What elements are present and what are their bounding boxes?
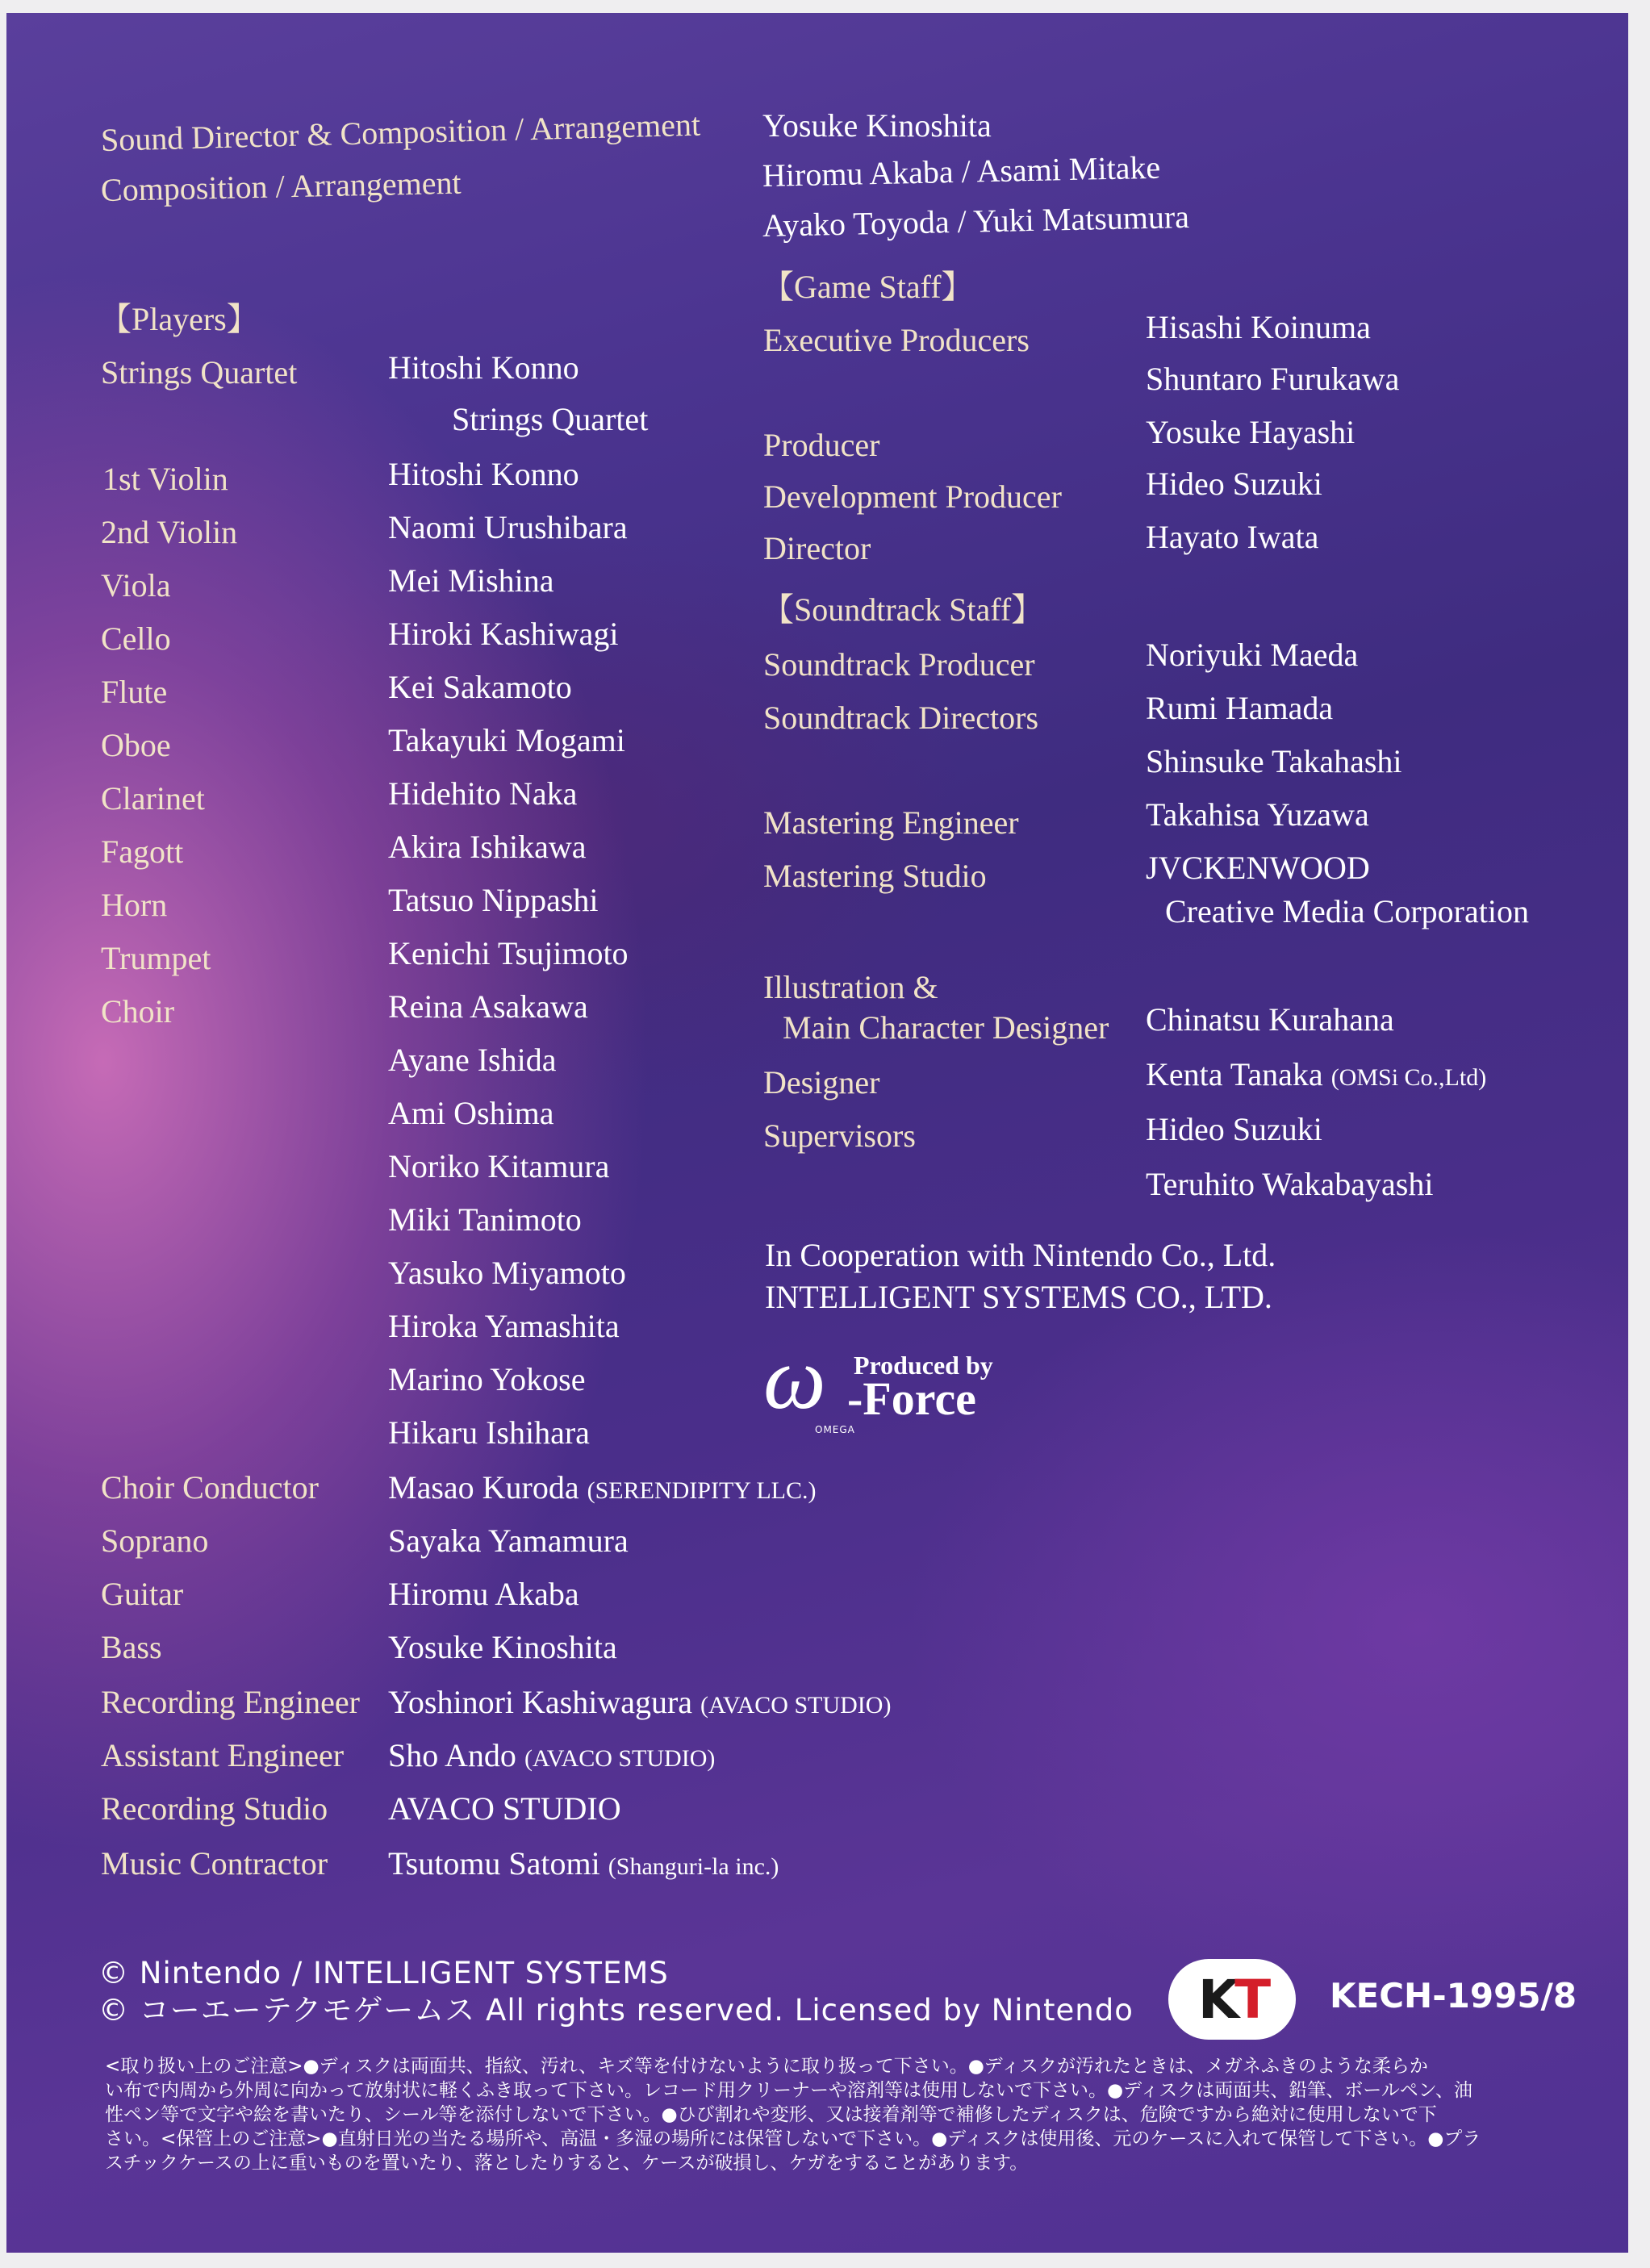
copyright-line-2: © コーエーテクモゲームス All rights reserved. Licensed by Nintendo: [98, 1993, 1134, 2028]
role-sound-director: Sound Director & Composition / Arrangement: [100, 106, 701, 158]
role-director: Director: [763, 530, 871, 566]
role-2nd-violin: 2nd Violin: [101, 514, 238, 550]
name-oboe: Takayuki Mogami: [388, 722, 625, 758]
notice-line-2: い布で内周から外周に向かって放射状に軽くふき取って下さい。レコード用クリーナーや溶剤等は使用しないで下さい。●ディスクは両面共、鉛筆、ボールペン、油: [105, 2080, 1472, 2101]
name-choir-conductor: Masao Kuroda (SERENDIPITY LLC.): [388, 1469, 817, 1506]
name-recording-engineer: Yoshinori Kashiwagura (AVACO STUDIO): [388, 1684, 892, 1720]
copyright-line-1: © Nintendo / INTELLIGENT SYSTEMS: [98, 1956, 669, 1990]
name-choir-6: Yasuko Miyamoto: [388, 1255, 626, 1291]
name-development-producer: Hayato Iwata: [1146, 519, 1319, 555]
note-recording-engineer: (AVACO STUDIO): [700, 1692, 892, 1719]
soundtrack-staff-heading: 【Soundtrack Staff】: [762, 591, 1044, 628]
cooperation-line-2: INTELLIGENT SYSTEMS CO., LTD.: [765, 1279, 1272, 1315]
name-supervisor-1: Hideo Suzuki: [1146, 1111, 1322, 1147]
name-horn: Tatsuo Nippashi: [388, 882, 599, 918]
name-choir-4: Noriko Kitamura: [388, 1148, 610, 1184]
role-composition: Composition / Arrangement: [100, 164, 462, 208]
role-viola: Viola: [101, 567, 171, 604]
name-soundtrack-director-3: Takahisa Yuzawa: [1146, 796, 1369, 833]
role-strings-quartet: Strings Quartet: [101, 354, 298, 391]
name-choir-2: Ayane Ishida: [388, 1042, 557, 1078]
name-soundtrack-director-2: Shinsuke Takahashi: [1146, 743, 1402, 779]
name-composers-2: Ayako Toyoda / Yuki Matsumura: [762, 198, 1190, 244]
role-choir: Choir: [101, 993, 175, 1030]
cooperation-line-1: In Cooperation with Nintendo Co., Ltd.: [765, 1237, 1276, 1273]
notice-line-5: スチックケースの上に重いものを置いたり、落としたりすると、ケースが破損し、ケガをすることがあります。: [105, 2153, 1029, 2174]
name-illustration: Chinatsu Kurahana: [1146, 1001, 1394, 1038]
game-staff-heading: 【Game Staff】: [762, 269, 974, 305]
name-bass: Yosuke Kinoshita: [388, 1629, 617, 1665]
role-horn: Horn: [101, 887, 168, 923]
role-soundtrack-directors: Soundtrack Directors: [763, 700, 1039, 736]
name-choir-8: Marino Yokose: [388, 1361, 586, 1397]
role-clarinet: Clarinet: [101, 780, 205, 817]
name-supervisor-2: Teruhito Wakabayashi: [1146, 1166, 1434, 1202]
role-development-producer: Development Producer: [763, 478, 1062, 515]
role-illustration-1: Illustration &: [763, 969, 938, 1005]
name-mastering-studio-1: JVCKENWOOD: [1146, 850, 1370, 886]
name-mastering-studio-2: Creative Media Corporation: [1165, 893, 1529, 929]
note-designer: (OMSi Co.,Ltd): [1330, 1064, 1487, 1091]
name-soprano: Sayaka Yamamura: [388, 1522, 629, 1559]
name-recording-studio: AVACO STUDIO: [388, 1790, 621, 1827]
logo-omega-sub: OMEGA: [815, 1424, 855, 1435]
name-exec-producer-3: Yosuke Hayashi: [1146, 414, 1356, 450]
name-trumpet: Kenichi Tsujimoto: [388, 935, 629, 971]
role-designer: Designer: [763, 1064, 880, 1101]
role-trumpet: Trumpet: [101, 940, 211, 976]
name-1st-violin: Hitoshi Konno: [388, 456, 579, 492]
role-soprano: Soprano: [101, 1522, 209, 1559]
name-sound-director: Yosuke Kinoshita: [762, 107, 992, 144]
booklet-page: [6, 13, 1628, 2253]
name-composers-1: Hiromu Akaba / Asami Mitake: [762, 148, 1161, 194]
role-recording-engineer: Recording Engineer: [101, 1684, 360, 1720]
role-supervisors: Supervisors: [763, 1117, 916, 1154]
role-music-contractor: Music Contractor: [101, 1845, 328, 1882]
role-guitar: Guitar: [101, 1576, 184, 1612]
name-fagott: Akira Ishikawa: [388, 829, 587, 865]
name-viola: Mei Mishina: [388, 562, 554, 599]
name-soundtrack-director-1: Rumi Hamada: [1146, 690, 1334, 726]
role-1st-violin: 1st Violin: [102, 461, 228, 497]
role-oboe: Oboe: [101, 727, 171, 763]
catalog-number: KECH-1995/8: [1330, 1976, 1577, 2015]
role-bass: Bass: [101, 1629, 162, 1665]
notice-line-1: <取り扱い上のご注意>●ディスクは両面共、指紋、汚れ、キズ等を付けないように取り扱って下さい。●ディスクが汚れたときは、メガネふきのような柔らか: [105, 2056, 1428, 2077]
name-choir-1: Reina Asakawa: [388, 988, 588, 1025]
note-choir-conductor: (SERENDIPITY LLC.): [587, 1477, 817, 1504]
name-choir-5: Miki Tanimoto: [388, 1201, 582, 1238]
role-illustration-2: Main Character Designer: [783, 1009, 1109, 1046]
note-music-contractor: (Shanguri-la inc.): [608, 1853, 779, 1880]
name-choir-7: Hiroka Yamashita: [388, 1308, 620, 1344]
logo-force: -Force: [847, 1372, 976, 1425]
role-flute: Flute: [101, 674, 168, 710]
role-mastering-engineer: Mastering Engineer: [763, 804, 1019, 841]
role-soundtrack-producer: Soundtrack Producer: [763, 646, 1035, 683]
players-heading: 【Players】: [99, 301, 259, 337]
name-assistant-engineer: Sho Ando (AVACO STUDIO): [388, 1737, 716, 1773]
role-recording-studio: Recording Studio: [101, 1790, 328, 1827]
name-exec-producer-1: Hisashi Koinuma: [1146, 309, 1371, 345]
name-strings-group: Strings Quartet: [452, 401, 649, 437]
kt-logo-k: K: [1197, 1968, 1235, 2031]
name-soundtrack-producer: Noriyuki Maeda: [1146, 637, 1359, 673]
name-clarinet: Hidehito Naka: [388, 775, 578, 812]
role-executive-producers: Executive Producers: [763, 322, 1030, 358]
name-choir-9: Hikaru Ishihara: [388, 1414, 590, 1451]
name-guitar: Hiromu Akaba: [388, 1576, 579, 1612]
koei-tecmo-logo: [1168, 1959, 1296, 2040]
role-choir-conductor: Choir Conductor: [101, 1469, 319, 1506]
name-producer: Hideo Suzuki: [1146, 466, 1322, 502]
name-music-contractor: Tsutomu Satomi (Shanguri-la inc.): [388, 1845, 779, 1882]
role-assistant-engineer: Assistant Engineer: [101, 1737, 345, 1773]
name-strings-leader: Hitoshi Konno: [388, 349, 579, 386]
role-mastering-studio: Mastering Studio: [763, 858, 987, 894]
role-fagott: Fagott: [101, 833, 184, 870]
role-cello: Cello: [101, 620, 171, 657]
name-exec-producer-2: Shuntaro Furukawa: [1146, 361, 1400, 397]
notice-line-3: 性ペン等で文字や絵を書いたり、シール等を添付しないで下さい。●ひび割れや変形、又は接着剤等で補修したディスクは、危険ですから絶対に使用しないで下: [105, 2104, 1437, 2125]
logo-produced-by: Produced by: [854, 1351, 993, 1380]
note-assistant-engineer: (AVACO STUDIO): [524, 1745, 716, 1772]
omega-icon: ω: [763, 1329, 826, 1427]
name-designer: Kenta Tanaka (OMSi Co.,Ltd): [1146, 1056, 1487, 1092]
name-2nd-violin: Naomi Urushibara: [388, 509, 628, 545]
omega-force-logo: [763, 1329, 1030, 1435]
name-cello: Hiroki Kashiwagi: [388, 616, 619, 652]
name-choir-3: Ami Oshima: [388, 1095, 554, 1131]
kt-logo-t: T: [1234, 1968, 1267, 2031]
notice-line-4: さい。<保管上のご注意>●直射日光の当たる場所や、高温・多湿の場所には保管しないで下さい。●ディスクは使用後、元のケースに入れて保管して下さい。●プラ: [105, 2128, 1481, 2149]
name-flute: Kei Sakamoto: [388, 669, 572, 705]
role-producer: Producer: [763, 427, 880, 463]
